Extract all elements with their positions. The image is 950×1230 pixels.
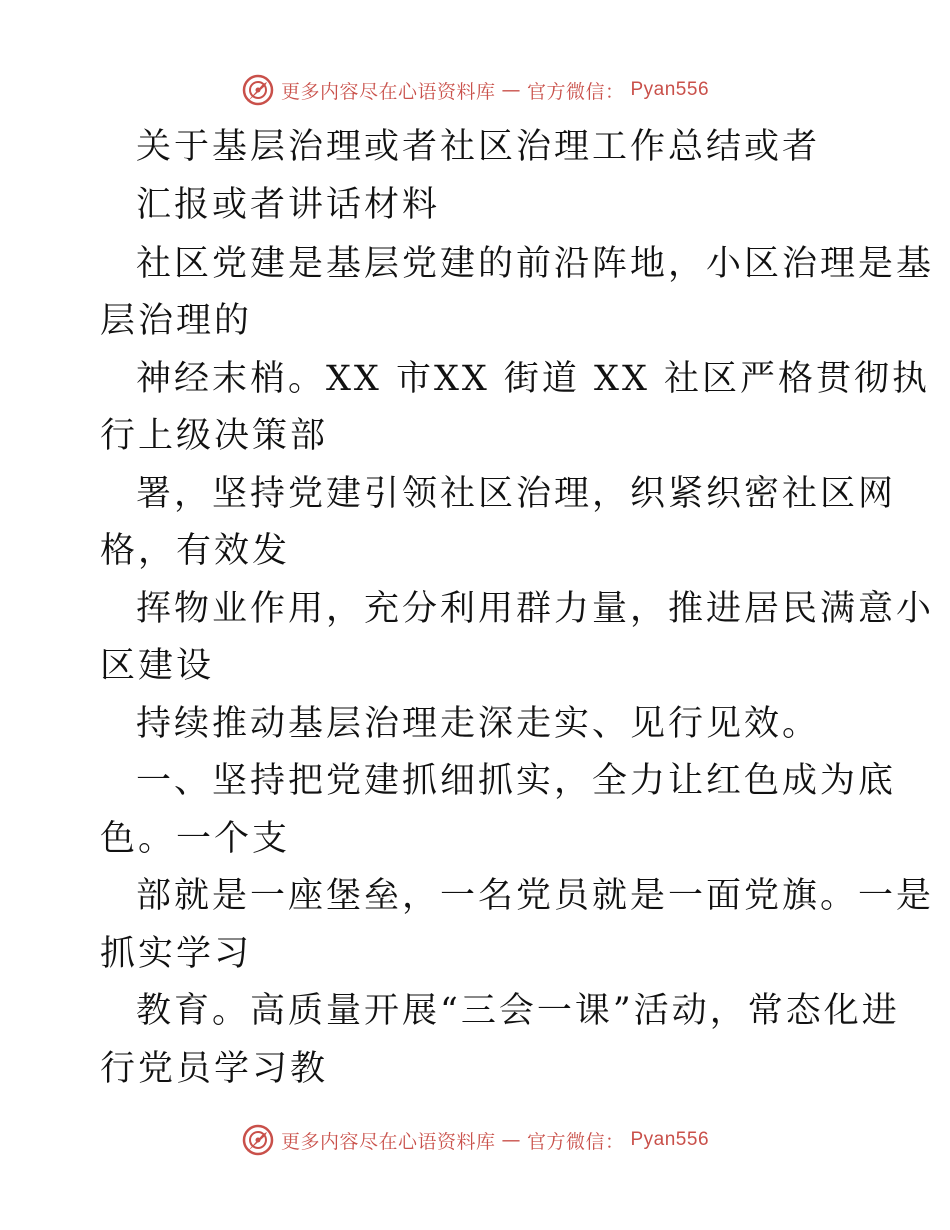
doc-line: 色。一个支 [100,819,291,859]
doc-line: 汇报或者讲话材料 [136,185,441,225]
banner-text: 更多内容尽在心语资料库 [280,80,496,103]
banner-account: Pyan556 [630,79,710,100]
doc-line: 格，有效发 [100,531,291,571]
footer-watermark-banner [0,1120,950,1160]
banner-wechat-label: 官方微信： [526,1130,625,1153]
doc-line: 持续推动基层治理走深走实、见行见效。 [136,704,821,744]
doc-line: 层治理的 [100,301,253,341]
doc-line: 抓实学习 [100,934,253,974]
doc-line: 区建设 [100,646,215,686]
header-watermark-banner [0,70,950,110]
banner-separator: — [501,79,521,101]
doc-line: 挥物业作用，充分利用群力量，推进居民满意小 [136,589,935,629]
doc-line: 教育。高质量开展“三会一课”活动，常态化进 [136,991,900,1031]
doc-line: 部就是一座堡垒，一名党员就是一面党旗。一是 [136,876,935,916]
doc-line: 行党员学习教 [100,1049,329,1089]
banner-wechat-label: 官方微信： [526,80,625,103]
banner-account: Pyan556 [630,1129,710,1150]
quill-pen-logo-icon [241,73,275,107]
doc-line: 社区党建是基层党建的前沿阵地，小区治理是基 [136,244,935,284]
doc-line: 署，坚持党建引领社区治理，织紧织密社区网 [136,474,897,514]
doc-line: 行上级决策部 [100,416,329,456]
quill-pen-logo-icon [241,1123,275,1157]
doc-line: 关于基层治理或者社区治理工作总结或者 [136,127,821,167]
doc-line: 一、坚持把党建抓细抓实，全力让红色成为底 [136,761,897,801]
banner-separator: — [501,1129,521,1151]
banner-text: 更多内容尽在心语资料库 [280,1130,496,1153]
doc-line: 神经末梢。XX 市XX 街道 XX 社区严格贯彻执 [136,359,931,399]
